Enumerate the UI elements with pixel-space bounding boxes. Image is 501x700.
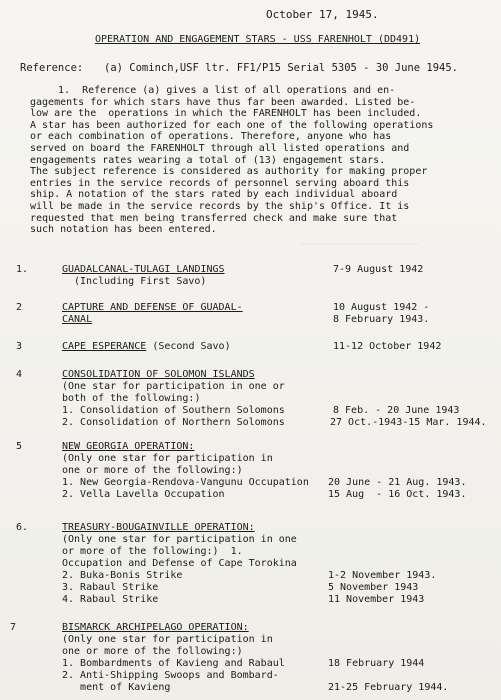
operation-subtext: 2. Consolidation of Northern Solomons xyxy=(62,417,285,428)
operation-subtext: 2. Vella Lavella Occupation xyxy=(62,489,225,500)
document-date: October 17, 1945. xyxy=(266,8,379,21)
paragraph-line: such notation has been entered. xyxy=(30,224,217,236)
operation-subtext: one or more of the following:) xyxy=(62,465,243,476)
operation-date: 5 November 1943 xyxy=(328,582,419,593)
reference-label: Reference: xyxy=(20,62,84,74)
operation-subtext: 1. Bombardments of Kavieng and Rabaul xyxy=(62,658,285,669)
operation-subtext: Occupation and Defense of Cape Torokina xyxy=(62,558,297,569)
operation-subtext: ment of Kavieng xyxy=(62,682,171,693)
operation-number: 5 xyxy=(16,441,23,452)
paragraph-line: will be made in the service records by the ship's Office. It is xyxy=(30,200,410,212)
operation-number: 3 xyxy=(16,341,23,352)
paragraph-line: A star has been authorized for each one of the following operations xyxy=(30,119,434,131)
operation-title-line xyxy=(62,341,231,353)
paragraph-line: or each combination of operations. Therefore, anyone who has xyxy=(30,131,392,143)
bleed-through-text: ~~~~~~~~~~~~~~~~~~~~~~ xyxy=(300,240,420,250)
paragraph-line: requested that men being transferred check and make sure that xyxy=(30,212,398,224)
operation-date: 15 Aug - 16 Oct. 1943. xyxy=(328,489,467,500)
paragraph-line: entries in the service records of personnel serving aboard this xyxy=(30,177,410,189)
paragraph-line: ship. A notation of the stars rated by each individual aboard xyxy=(30,189,398,201)
operation-number: 2 xyxy=(16,302,23,313)
paragraph-line: 1. Reference (a) gives a list of all operations and en- xyxy=(58,85,396,96)
operation-date: 18 February 1944 xyxy=(328,658,425,669)
operation-date: 8 February 1943. xyxy=(333,314,430,325)
operation-number: 1. xyxy=(16,264,29,275)
operation-date: 8 Feb. - 20 June 1943 xyxy=(333,405,460,416)
operation-subtext: (One star for participation in one or xyxy=(62,381,285,392)
paragraph-line: engagements rates wearing a total of (13) engagement stars. xyxy=(30,154,386,166)
operation-subtext: 4. Rabaul Strike xyxy=(62,594,159,605)
operation-number: 6. xyxy=(16,522,29,533)
operation-subtext: 1. New Georgia-Rendova-Vangunu Occupation xyxy=(62,477,309,488)
operation-subtext: 3. Rabaul Strike xyxy=(62,582,159,593)
operation-title: CAPE ESPERANCE xyxy=(62,341,147,352)
operation-title: CONSOLIDATION OF SOLOMON ISLANDS xyxy=(62,369,255,380)
operation-date: 1-2 November 1943. xyxy=(328,570,437,581)
operation-date: 21-25 February 1944. xyxy=(328,682,449,693)
operation-subtext: 2. Buka-Bonis Strike xyxy=(62,570,183,581)
body-paragraph xyxy=(30,85,495,236)
operation-title: NEW GEORGIA OPERATION: xyxy=(62,441,195,452)
operation-date: 11 November 1943 xyxy=(328,594,425,605)
operation-subtext: (Only one star for participation in xyxy=(62,453,273,464)
operation-subtext: 1. Consolidation of Southern Solomons xyxy=(62,405,285,416)
operation-subtext: (Including First Savo) xyxy=(74,276,207,287)
operation-title-tail: (Second Savo) xyxy=(146,341,231,352)
operation-date: 11-12 October 1942 xyxy=(333,341,442,352)
operation-title: BISMARCK ARCHIPELAGO OPERATION: xyxy=(62,622,249,633)
operation-date: 27 Oct.-1943-15 Mar. 1944. xyxy=(330,417,487,428)
document-title: OPERATION AND ENGAGEMENT STARS - USS FARENHOLT (DD491) xyxy=(95,34,421,45)
operation-subtext: both of the following:) xyxy=(62,393,201,404)
operation-title: CAPTURE AND DEFENSE OF GUADAL- xyxy=(62,302,243,313)
operation-date: 10 August 1942 - xyxy=(333,302,430,313)
operation-subtext: (Only one star for participation in one xyxy=(62,534,297,545)
paragraph-line: The subject reference is considered as authority for making proper xyxy=(30,166,428,178)
operation-title: TREASURY-BOUGAINVILLE OPERATION: xyxy=(62,522,255,533)
paragraph-line: served on board the FARENHOLT through all listed operations and xyxy=(30,142,410,154)
operation-date: 20 June - 21 Aug. 1943. xyxy=(328,477,467,488)
operation-number: 4 xyxy=(16,369,23,380)
operation-subtext: one or more of the following:) xyxy=(62,646,243,657)
operation-date: 7-9 August 1942 xyxy=(333,264,424,275)
operation-number: 7 xyxy=(10,622,17,633)
paragraph-line: gagements for which stars have thus far been awarded. Listed be- xyxy=(30,96,416,108)
operation-title-cont: CANAL xyxy=(62,314,93,325)
operation-title: GUADALCANAL-TULAGI LANDINGS xyxy=(62,264,225,275)
operation-subtext: or more of the following:) 1. xyxy=(62,546,243,557)
paragraph-line: low are the operations in which the FARENHOLT has been included. xyxy=(30,108,422,120)
operation-subtext: (Only one star for participation in xyxy=(62,634,273,645)
reference-text: (a) Cominch,USF ltr. FF1/P15 Serial 5305 - 30 June 1945. xyxy=(104,62,459,74)
operation-subtext: 2. Anti-Shipping Swoops and Bombard- xyxy=(62,670,279,681)
